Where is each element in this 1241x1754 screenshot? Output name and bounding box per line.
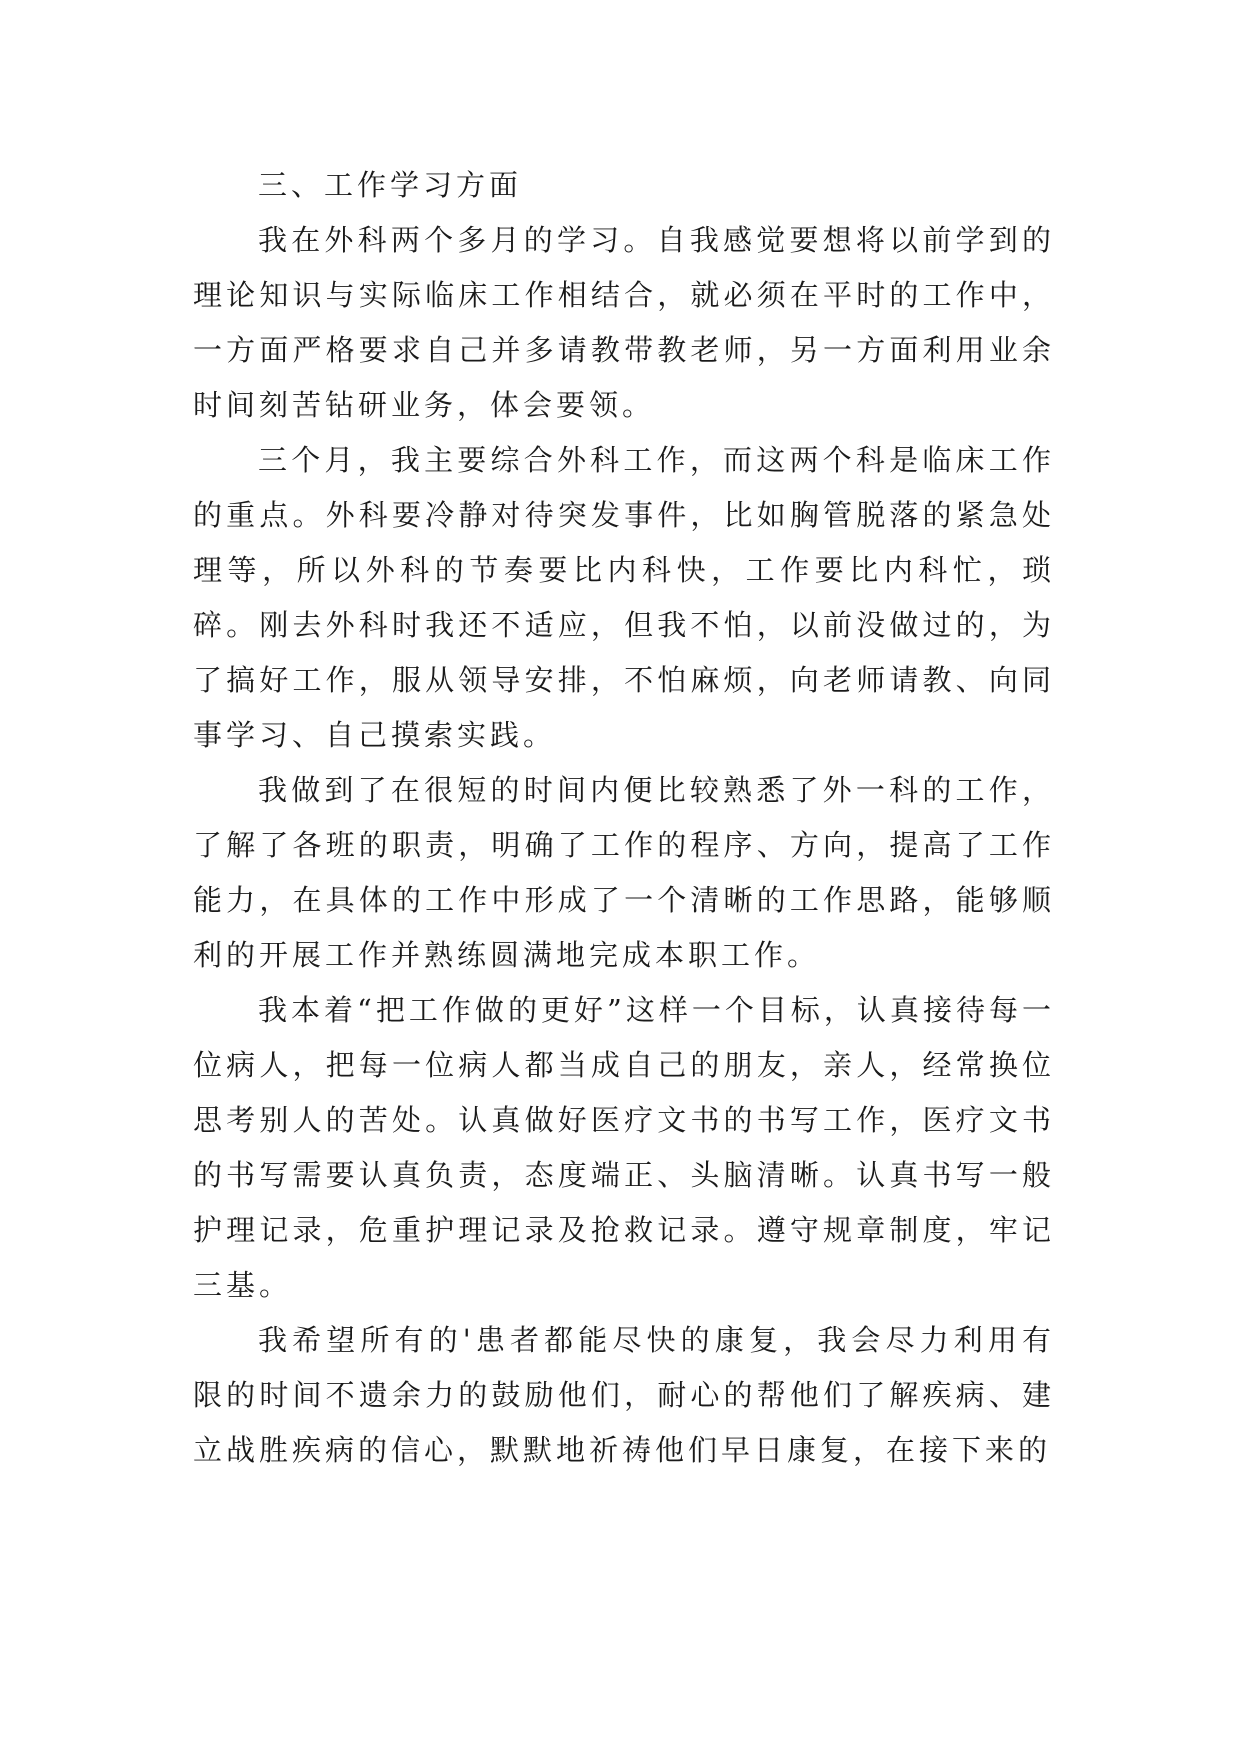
paragraph: 我本着“把工作做的更好”这样一个目标，认真接待每一位病人，把每一位病人都当成自己的朋友，亲人，经常换位思考别人的苦处。认真做好医疗文书的书写工作，医疗文书的书写需要认真负责，态度端正、头脑清晰。认真书写一般护理记录，危重护理记录及抢救记录。遵守规章制度，牢记三基。: [193, 993, 1055, 1302]
document-body: [193, 158, 1055, 1478]
paragraph: 我希望所有的'患者都能尽快的康复，我会尽力利用有限的时间不遗余力的鼓励他们，耐心的帮他们了解疾病、建立战胜疾病的信心，默默地祈祷他们早日康复，在接下来的: [193, 1323, 1055, 1467]
section-heading: 三、工作学习方面: [258, 168, 523, 202]
paragraph: 我做到了在很短的时间内便比较熟悉了外一科的工作，了解了各班的职责，明确了工作的程序、方向，提高了工作能力，在具体的工作中形成了一个清晰的工作思路，能够顺利的开展工作并熟练圆满地完成本职工作。: [193, 773, 1055, 972]
paragraph: 我在外科两个多月的学习。自我感觉要想将以前学到的理论知识与实际临床工作相结合，就必须在平时的工作中，一方面严格要求自己并多请教带教老师，另一方面利用业余时间刻苦钻研业务，体会要领。: [193, 223, 1055, 422]
paragraph: 三个月，我主要综合外科工作，而这两个科是临床工作的重点。外科要冷静对待突发事件，比如胸管脱落的紧急处理等，所以外科的节奏要比内科快，工作要比内科忙，琐碎。刚去外科时我还不适应，但我不怕，以前没做过的，为了搞好工作，服从领导安排，不怕麻烦，向老师请教、向同事学习、自己摸索实践。: [193, 443, 1055, 752]
